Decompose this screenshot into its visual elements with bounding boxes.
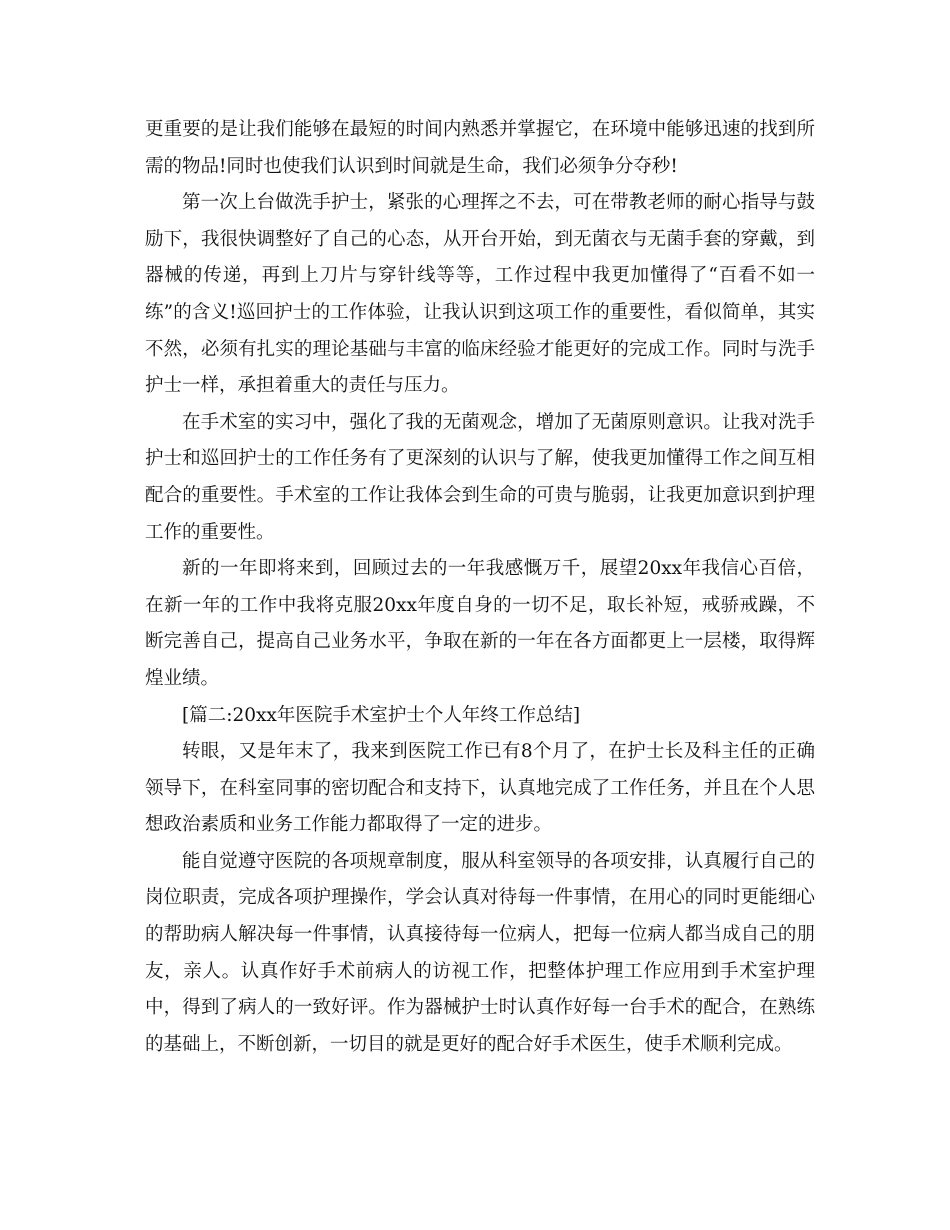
paragraph-2: 第一次上台做洗手护士，紧张的心理挥之不去，可在带教老师的耐心指导与鼓励下，我很快调整好了自己的心态，从开台开始，到无菌衣与无菌手套的穿戴，到器械的传递，再到上刀片与穿针线等等，工作过程中我更加懂得了“百看不如一练”的含义!巡回护士的工作体验，让我认识到这项工作的重要性，看似简单，其实不然，必须有扎实的理论基础与丰富的临床经验才能更好的完成工作。同时与洗手护士一样，承担着重大的责任与压力。 [145,192,815,397]
paragraph-1: 更重要的是让我们能够在最短的时间内熟悉并掌握它，在环境中能够迅速的找到所需的物品!同时也使我们认识到时间就是生命，我们必须争分夺秒! [145,119,815,177]
document-body [145,112,815,1063]
paragraph-4: 新的一年即将来到，回顾过去的一年我感慨万千，展望20xx年我信心百倍，在新一年的工作中我将克服20xx年度自身的一切不足，取长补短，戒骄戒躁，不断完善自己，提高自己业务水平，争取在新的一年在各方面都更上一层楼，取得辉煌业绩。 [145,558,815,689]
paragraph-5: 转眼，又是年末了，我来到医院工作已有8个月了，在护士长及科主任的正确领导下，在科室同事的密切配合和支持下，认真地完成了工作任务，并且在个人思想政治素质和业务工作能力都取得了一定的进步。 [145,741,815,836]
paragraph-6: 能自觉遵守医院的各项规章制度，服从科室领导的各项安排，认真履行自己的岗位职责，完成各项护理操作，学会认真对待每一件事情，在用心的同时更能细心的帮助病人解决每一件事情，认真接待每一位病人，把每一位病人都当成自己的朋友，亲人。认真作好手术前病人的访视工作，把整体护理工作应用到手术室护理中，得到了病人的一致好评。作为器械护士时认真作好每一台手术的配合，在熟练的基础上，不断创新，一切目的就是更好的配合好手术医生，使手术顺利完成。 [145,850,815,1055]
section-heading: [篇二:20xx年医院手术室护士个人年终工作总结] [182,704,581,726]
paragraph-3: 在手术室的实习中，强化了我的无菌观念，增加了无菌原则意识。让我对洗手护士和巡回护士的工作任务有了更深刻的认识与了解，使我更加懂得工作之间互相配合的重要性。手术室的工作让我体会到生命的可贵与脆弱，让我更加意识到护理工作的重要性。 [145,411,815,543]
